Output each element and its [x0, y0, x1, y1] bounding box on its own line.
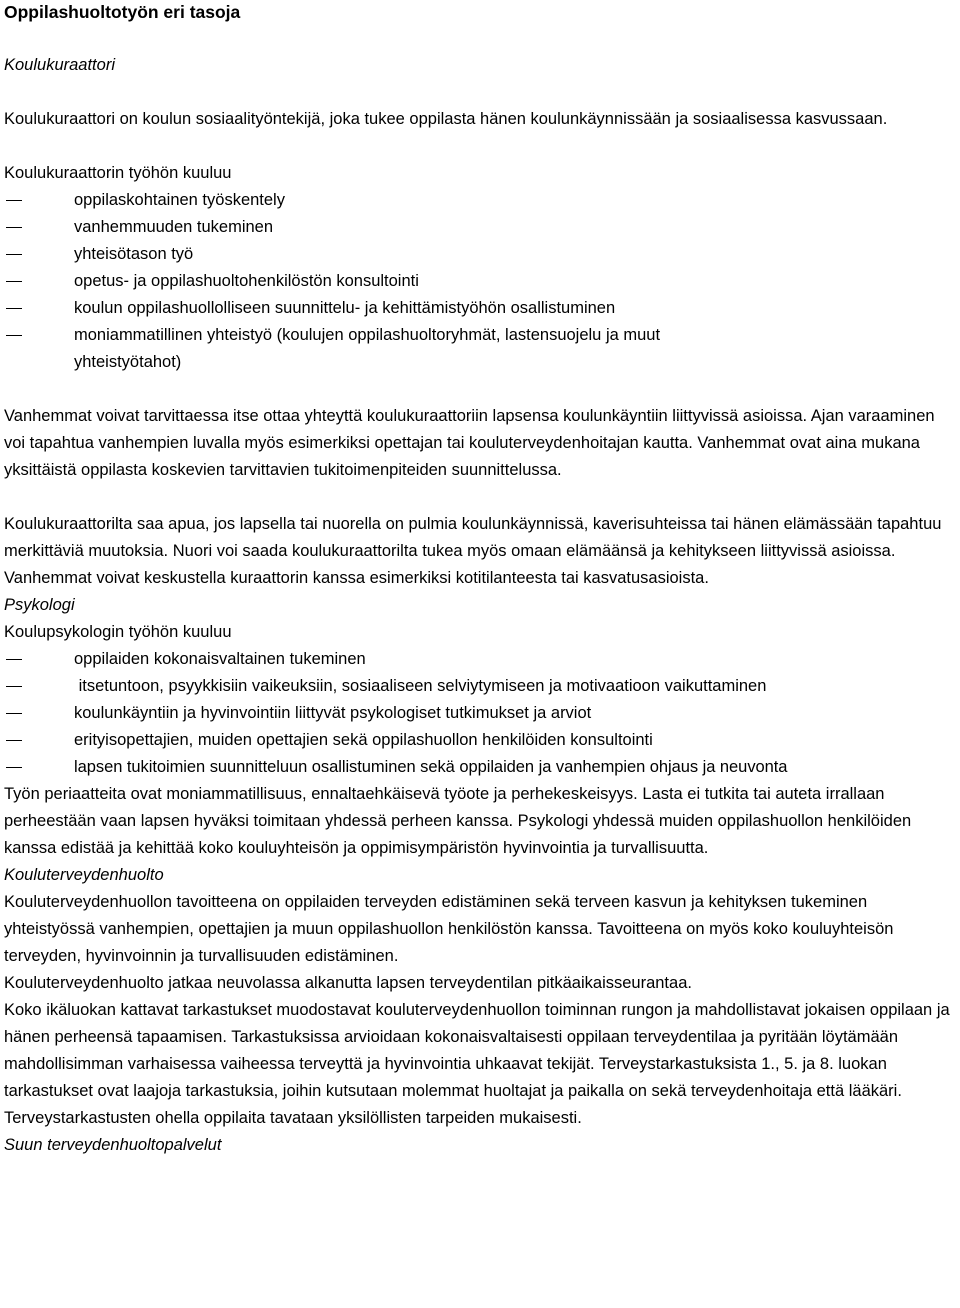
dash-bullet-icon [6, 254, 22, 255]
dash-bullet-icon [6, 713, 22, 714]
dash-bullet-icon [6, 335, 22, 336]
dash-bullet-icon [6, 740, 22, 741]
spacer [4, 484, 956, 511]
dash-bullet-icon [6, 227, 22, 228]
spacer [4, 24, 956, 52]
terveydenhuolto-paragraph-1: Kouluterveydenhuollon tavoitteena on oppilaiden terveyden edistäminen sekä terveen kasvun ja kehityksen tukeminen yhteistyössä vanhempien, opettajien ja muun oppilashuollon henkilöstön kanssa. Tavoitteena on myös koko kouluyhteisön terveyden, hyvinvoinnin ja turvallisuuden edistäminen. [4, 893, 894, 965]
dash-bullet-icon [6, 281, 22, 282]
list-item: moniammatillinen yhteistyö (koulujen oppilashuoltoryhmät, lastensuojelu ja muut yhteistyötahot) [4, 322, 956, 376]
list-item: koulunkäyntiin ja hyvinvointiin liittyvät psykologiset tutkimukset ja arviot [4, 700, 956, 727]
kuraattori-intro: Koulukuraattori on koulun sosiaalityöntekijä, joka tukee oppilasta hänen koulunkäynnissään ja sosiaalisessa kasvussaan. [4, 110, 888, 128]
kuraattori-paragraph-2: Koulukuraattorilta saa apua, jos lapsella tai nuorella on pulmia koulunkäynnissä, kaverisuhteissa tai hänen elämässään tapahtuu merkittäviä muutoksia. Nuori voi saada koulukuraattorilta tukea myös omaan elämäänsä ja kehitykseen liittyvissä asioissa. Vanhemmat voivat keskustella kuraattorin kanssa esimerkiksi kotitilanteesta tai kasvatusasioista. [4, 515, 942, 587]
kuraattori-list-intro: Koulukuraattorin työhön kuuluu [4, 164, 232, 182]
list-item: lapsen tukitoimien suunnitteluun osallistuminen sekä oppilaiden ja vanhempien ohjaus ja neuvonta [4, 754, 956, 781]
list-item: yhteisötason työ [4, 241, 956, 268]
document-title: Oppilashuoltotyön eri tasoja [4, 2, 241, 22]
psykologi-list-intro: Koulupsykologin työhön kuuluu [4, 623, 232, 641]
psykologi-task-list [4, 646, 956, 781]
list-item: oppilaskohtainen työskentely [4, 187, 956, 214]
dash-bullet-icon [6, 308, 22, 309]
section-heading-terveydenhuolto: Kouluterveydenhuolto [4, 866, 164, 884]
list-item: itsetuntoon, psyykkisiin vaikeuksiin, sosiaaliseen selviytymiseen ja motivaatioon vaikuttaminen [4, 673, 956, 700]
dash-bullet-icon [6, 200, 22, 201]
list-item: oppilaiden kokonaisvaltainen tukeminen [4, 646, 956, 673]
spacer [4, 133, 956, 160]
dash-bullet-icon [6, 686, 22, 687]
terveydenhuolto-paragraph-3: Koko ikäluokan kattavat tarkastukset muodostavat kouluterveydenhuollon toiminnan rungon ja mahdollistavat jokaisen oppilaan ja hänen perheensä tapaamisen. Tarkastuksissa arvioidaan kokonaisvaltaisesti oppilaan terveydentilaa ja pyritään löytämään mahdollisimman varhaisessa vaiheessa terveyttä ja hyvinvointia uhkaavat tekijät. Terveystarkastuksista 1., 5. ja 8. luokan tarkastukset ovat laajoja tarkastuksia, joihin kutsutaan molemmat huoltajat ja paikalla on sekä terveydenhoitaja että lääkäri. [4, 1001, 950, 1100]
list-item: erityisopettajien, muiden opettajien sekä oppilashuollon henkilöiden konsultointi [4, 727, 956, 754]
terveydenhuolto-paragraph-4: Terveystarkastusten ohella oppilaita tavataan yksilöllisten tarpeiden mukaisesti. [4, 1109, 582, 1127]
section-heading-kuraattori: Koulukuraattori [4, 56, 115, 74]
spacer [4, 79, 956, 106]
kuraattori-paragraph-1: Vanhemmat voivat tarvittaessa itse ottaa yhteyttä koulukuraattoriin lapsensa koulunkäyntiin liittyvissä asioissa. Ajan varaaminen voi tapahtua vanhempien luvalla myös esimerkiksi opettajan tai kouluterveydenhoitajan kautta. Vanhemmat ovat aina mukana yksittäistä oppilasta koskevien tarvittavien tukitoimenpiteiden suunnittelussa. [4, 407, 935, 479]
dash-bullet-icon [6, 659, 22, 660]
psykologi-paragraph-1: Työn periaatteita ovat moniammatillisuus, ennaltaehkäisevä työote ja perhekeskeisyys. Lasta ei tutkita tai auteta irrallaan perheestään vaan lapsen hyväksi toimitaan yhdessä perheen kanssa. Psykologi yhdessä muiden oppilashuollon henkilöiden kanssa edistää ja kehittää koko kouluyhteisön ja oppimisympäristön hyvinvointia ja turvallisuutta. [4, 785, 912, 857]
list-item: vanhemmuuden tukeminen [4, 214, 956, 241]
kuraattori-task-list [4, 187, 956, 376]
spacer [4, 376, 956, 403]
section-heading-psykologi: Psykologi [4, 596, 75, 614]
section-heading-suun: Suun terveydenhuoltopalvelut [4, 1136, 222, 1154]
dash-bullet-icon [6, 767, 22, 768]
terveydenhuolto-paragraph-2: Kouluterveydenhuolto jatkaa neuvolassa alkanutta lapsen terveydentilan pitkäaikaisseurantaa. [4, 974, 692, 992]
list-item: koulun oppilashuollolliseen suunnittelu- ja kehittämistyöhön osallistuminen [4, 295, 956, 322]
list-item: opetus- ja oppilashuoltohenkilöstön konsultointi [4, 268, 956, 295]
